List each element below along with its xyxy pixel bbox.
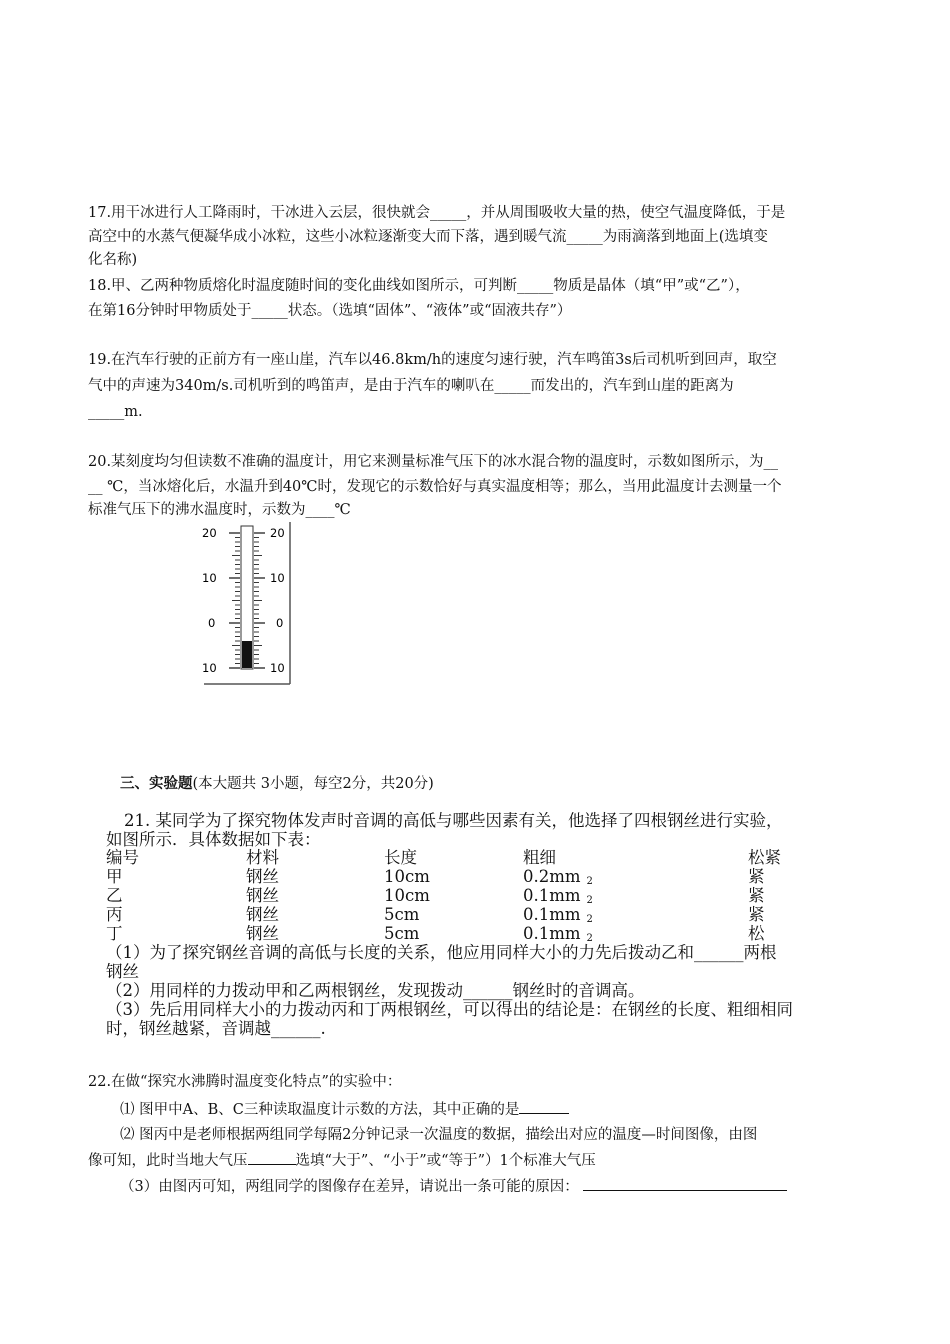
- row2-length: 10cm: [384, 886, 430, 905]
- q18-line1: 18.甲、乙两种物质熔化时温度随时间的变化曲线如图所示，可判断_____物质是晶体（填“甲”或“乙”），: [88, 278, 750, 294]
- row1-material: 钢丝: [246, 867, 279, 886]
- right-label-0: 0: [276, 616, 284, 630]
- right-label-minus10: 10: [270, 661, 285, 675]
- section3-heading: [120, 774, 434, 794]
- q22-sub3-blank: [583, 1176, 787, 1191]
- header-tension: 松紧: [748, 848, 781, 867]
- section3-desc: (本大题共 3小题，每空2分，共20分): [192, 776, 434, 792]
- q22-sub2-line1: ⑵ 图丙中是老师根据两组同学每隔2分钟记录一次温度的数据，描绘出对应的温度—时间图像，由图: [120, 1127, 758, 1143]
- q21-sub3-line1: （3）先后用同样大小的力拨动丙和丁两根钢丝，可以得出的结论是：在钢丝的长度、粗细相同: [106, 1000, 793, 1019]
- row1-thickness-value: 0.2mm: [523, 867, 581, 886]
- row2-thickness-exp: 2: [586, 895, 593, 906]
- q21-intro1: 21. 某同学为了探究物体发声时音调的高低与哪些因素有关，他选择了四根钢丝进行实验，: [124, 811, 783, 830]
- row4-tension: 松: [748, 924, 765, 943]
- row3-length: 5cm: [384, 905, 420, 924]
- q21-sub1-line1: （1）为了探究钢丝音调的高低与长度的关系，他应用同样大小的力先后拨动乙和______两根: [106, 943, 777, 962]
- left-label-10: 10: [202, 571, 217, 585]
- q17-line1: 17.用干冰进行人工降雨时，干冰进入云层，很快就会_____，并从周围吸收大量的热，使空气温度降低，于是: [88, 205, 786, 221]
- right-label-20: 20: [270, 526, 285, 540]
- row3-thickness-exp: 2: [586, 914, 593, 925]
- q22-sub2-line2: [88, 1150, 596, 1171]
- header-length: 长度: [384, 848, 417, 867]
- q19-line1: 19.在汽车行驶的正前方有一座山崖，汽车以46.8km/h的速度匀速行驶，汽车鸣笛3s后司机听到回声，取空: [88, 352, 777, 368]
- row3-id: 丙: [106, 905, 123, 924]
- section3-title: 三、实验题: [120, 775, 193, 792]
- q22-sub3: [120, 1176, 787, 1197]
- q22-sub1: [120, 1099, 569, 1120]
- q20-line2: __ ℃，当冰熔化后，水温升到40℃时，发现它的示数恰好与真实温度相等；那么，当用此温度计去测量一个: [88, 479, 782, 495]
- q22-sub3-text: （3）由图丙可知，两组同学的图像存在差异，请说出一条可能的原因：: [120, 1179, 579, 1195]
- left-label-20: 20: [202, 526, 217, 540]
- q21-sub3-line2: 时，钢丝越紧，音调越______.: [106, 1019, 326, 1038]
- right-label-10: 10: [270, 571, 285, 585]
- q22-sub2-post: 选填“大于”、“小于”或“等于”）1个标准大气压: [295, 1153, 596, 1169]
- header-id: 编号: [106, 848, 139, 867]
- row3-tension: 紧: [748, 905, 765, 924]
- row3-thickness-value: 0.1mm: [523, 905, 581, 924]
- q17-line3: 化名称): [88, 252, 138, 268]
- q22-sub2-pre: 像可知，此时当地大气压: [88, 1153, 248, 1169]
- q21-sub1-line2: 钢丝: [106, 962, 139, 981]
- q22-intro: 22.在做“探究水沸腾时温度变化特点”的实验中：: [88, 1074, 402, 1090]
- thermometer-figure: [196, 520, 300, 688]
- row1-length: 10cm: [384, 867, 430, 886]
- row4-thickness-exp: 2: [586, 933, 593, 944]
- left-label-0: 0: [208, 616, 216, 630]
- header-material: 材料: [246, 848, 279, 867]
- q20-line3: 标准气压下的沸水温度时，示数为____℃: [88, 502, 351, 518]
- thermometer-liquid-column: [242, 641, 252, 668]
- q21-sub2: （2）用同样的力拨动甲和乙两根钢丝，发现拨动______钢丝时的音调高。: [106, 981, 645, 1000]
- q22-sub1-text: ⑴ 图甲中A、B、C三种读取温度计示数的方法，其中正确的是: [120, 1102, 520, 1118]
- row4-length: 5cm: [384, 924, 420, 943]
- q18-line2: 在第16分钟时甲物质处于_____状态。（选填“固体”、“液体”或“固液共存”）: [88, 303, 572, 319]
- row2-id: 乙: [106, 886, 123, 905]
- q22-sub2-blank: [248, 1150, 296, 1165]
- row1-tension: 紧: [748, 867, 765, 886]
- q22-sub1-blank: [519, 1099, 569, 1114]
- row2-material: 钢丝: [246, 886, 279, 905]
- row1-id: 甲: [106, 867, 123, 886]
- q21-intro2: 如图所示．具体数据如下表：: [106, 830, 321, 849]
- row4-thickness-value: 0.1mm: [523, 924, 581, 943]
- row4-material: 钢丝: [246, 924, 279, 943]
- row2-tension: 紧: [748, 886, 765, 905]
- q17-line2: 高空中的水蒸气便凝华成小冰粒，这些小冰粒逐渐变大而下落，遇到暖气流_____为雨滴落到地面上(选填变: [88, 229, 768, 245]
- left-label-minus10: 10: [202, 661, 217, 675]
- q20-line1: 20.某刻度均匀但读数不准确的温度计，用它来测量标准气压下的冰水混合物的温度时，示数如图所示，为__: [88, 454, 779, 470]
- row4-id: 丁: [106, 924, 123, 943]
- q19-line2: 气中的声速为340m/s.司机听到的鸣笛声，是由于汽车的喇叭在_____而发出的，汽车到山崖的距离为: [88, 378, 734, 394]
- header-thickness: 粗细: [523, 848, 556, 867]
- row1-thickness-exp: 2: [586, 876, 593, 887]
- row2-thickness-value: 0.1mm: [523, 886, 581, 905]
- q19-line3: _____m.: [88, 404, 143, 420]
- row3-material: 钢丝: [246, 905, 279, 924]
